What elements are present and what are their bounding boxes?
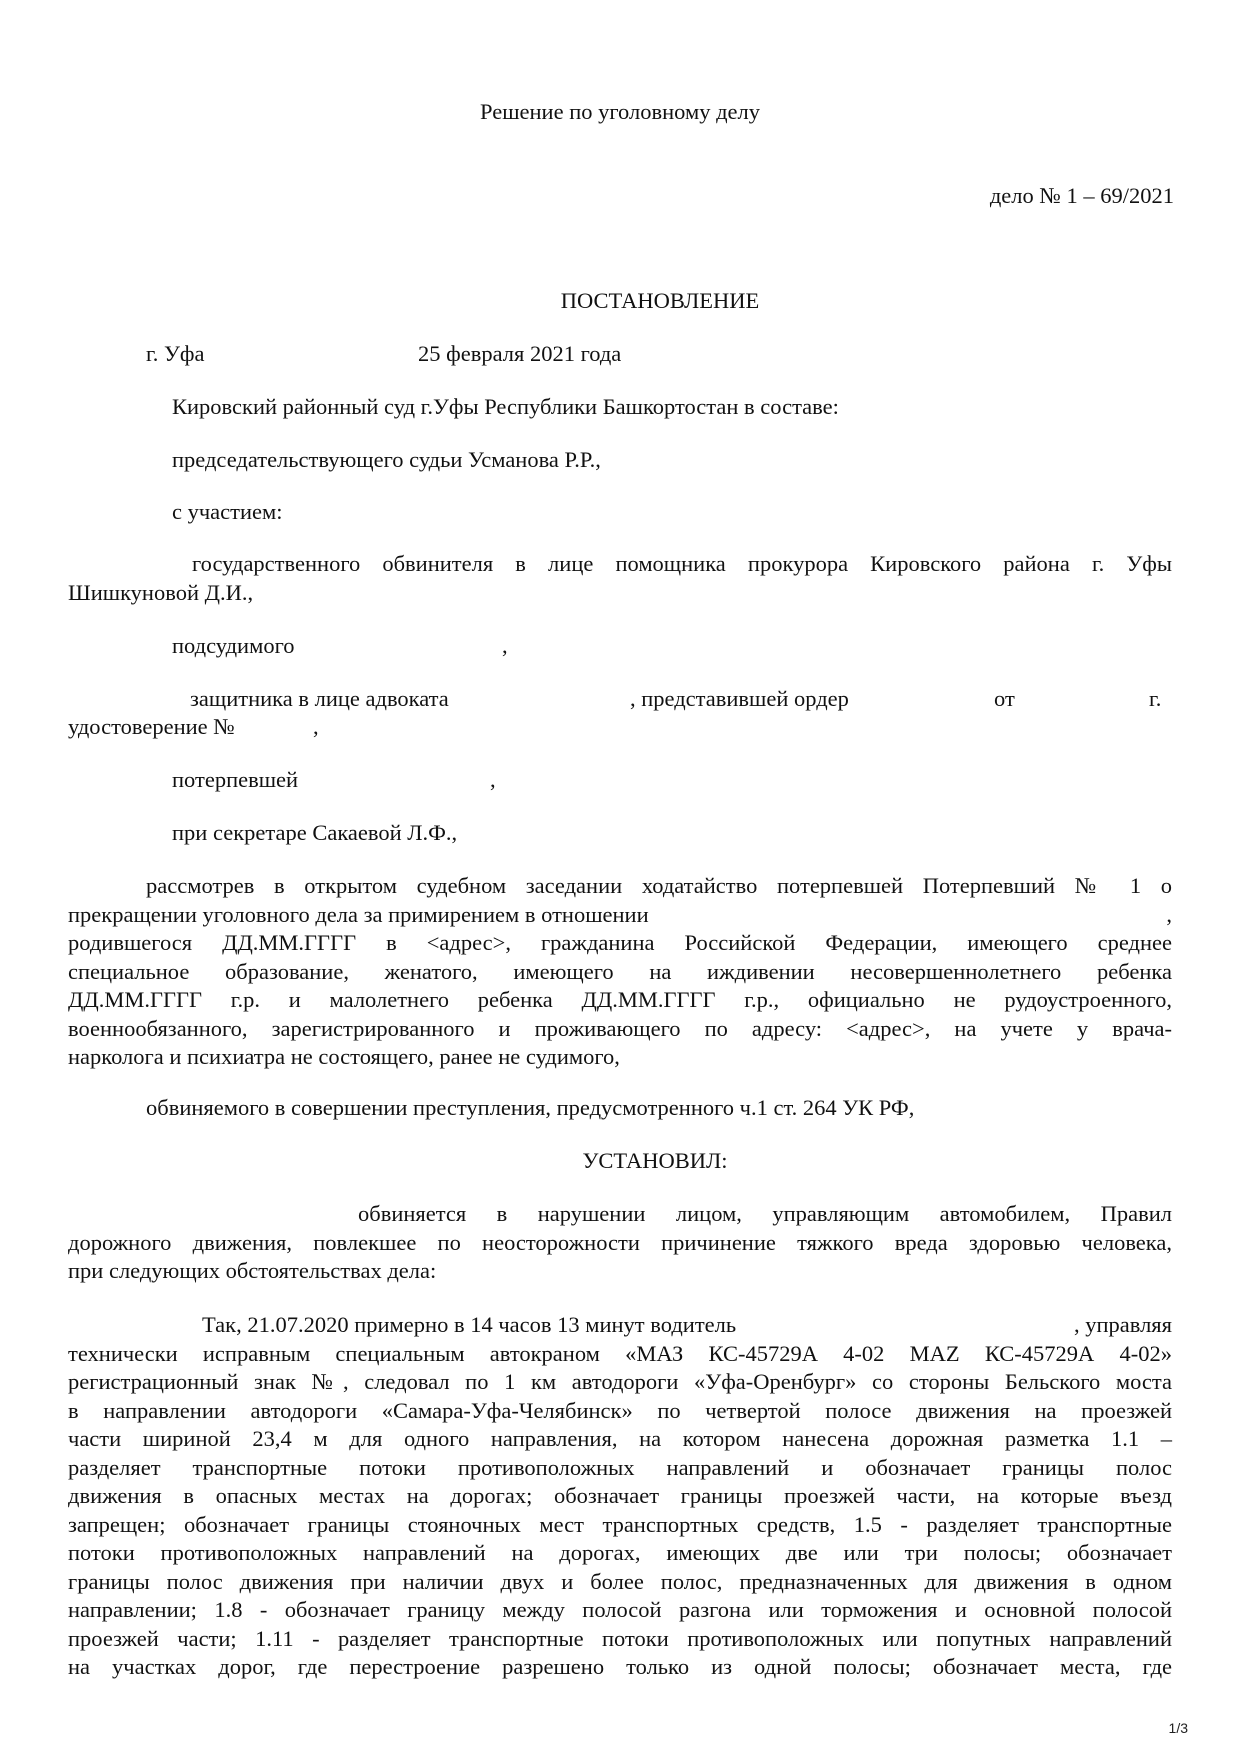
facts-paragraph	[68, 1311, 1172, 1682]
facts-line: движения в опасных местах на дорогах; обозначает границы проезжей части, на которые въезд	[68, 1483, 1172, 1508]
facts-line: регистрационный знак №, следовал по 1 км автодороги «Уфа-Оренбург» со стороны Бельского моста	[68, 1369, 1172, 1394]
facts-line: разделяет транспортные потоки противоположных направлений и обозначает границы полос	[68, 1454, 1172, 1480]
presiding-judge: председательствующего судьи Усманова Р.Р.,	[172, 447, 601, 472]
defendant-label: подсудимого	[172, 633, 295, 658]
considering-line: нарколога и психиатра не состоящего, ранее не судимого,	[68, 1044, 620, 1069]
city: г. Уфа	[146, 341, 205, 366]
court-line: Кировский районный суд г.Уфы Республики Башкортостан в составе:	[172, 394, 839, 419]
prosecutor-line-2: Шишкуновой Д.И.,	[68, 579, 254, 605]
defender-comma: ,	[313, 714, 319, 739]
defender-year: г.	[1149, 686, 1162, 711]
document-heading: ПОСТАНОВЛЕНИЕ	[560, 288, 760, 313]
facts-line: границы полос движения при наличии двух и более полос, предназначенных для движения в одном	[68, 1568, 1172, 1594]
defender-order: , представившей ордер	[630, 686, 849, 711]
victim-comma: ,	[490, 767, 496, 792]
facts-line: части шириной 23,4 м для одного направления, на котором нанесена дорожная разметка 1.1 –	[68, 1426, 1172, 1451]
secretary-line: при секретаре Сакаевой Л.Ф.,	[172, 820, 458, 845]
facts-line: запрещен; обозначает границы стояночных мест транспортных средств, 1.5 - разделяет транспортные	[68, 1511, 1172, 1537]
decision-date: 25 февраля 2021 года	[418, 341, 622, 366]
charge-line: при следующих обстоятельствах дела:	[68, 1258, 437, 1283]
prosecutor-paragraph	[68, 550, 1172, 607]
case-number: дело № 1 – 69/2021	[989, 183, 1174, 208]
defendant-comma: ,	[502, 633, 508, 658]
facts-line: в направлении автодороги «Самара-Уфа-Челябинск» по четвертой полосе движения на проезжей	[68, 1397, 1172, 1423]
victim-label: потерпевшей	[172, 767, 299, 792]
accused-line: обвиняемого в совершении преступления, предусмотренного ч.1 ст. 264 УК РФ,	[146, 1095, 915, 1120]
established-heading: УСТАНОВИЛ:	[582, 1148, 728, 1173]
facts-line: потоки противоположных направлений на дорогах, имеющих две или три полосы; обозначает	[68, 1540, 1172, 1565]
considering-line: ДД.ММ.ГГГГ г.р. и малолетнего ребенка ДД.ММ.ГГГГ г.р., официально не рудоустроенного,	[68, 987, 1172, 1012]
defender-from: от	[994, 686, 1015, 711]
participation-label: с участием:	[172, 499, 283, 524]
prosecutor-line-1: государственного обвинителя в лице помощника прокурора Кировского района г. Уфы	[192, 551, 1172, 576]
charge-line: дорожного движения, повлекшее по неосторожности причинение тяжкого вреда здоровью человека,	[68, 1229, 1172, 1255]
considering-line: военнообязанного, зарегистрированного и проживающего по адресу: <адрес>, на учете у врача-	[68, 1015, 1172, 1041]
facts-line: проезжей части; 1.11 - разделяет транспортные потоки противоположных или попутных направлений	[68, 1625, 1172, 1651]
document-title: Решение по уголовному делу	[480, 99, 760, 124]
considering-line: специальное образование, женатого, имеющего на иждивении несовершеннолетнего ребенка	[68, 958, 1172, 984]
considering-line-text: прекращении уголовного дела за примирением в отношении	[68, 901, 649, 927]
facts-line: на участках дорог, где перестроение разрешено только из одной полосы; обозначает места, где	[68, 1654, 1172, 1679]
defender-label: защитника в лице адвоката	[190, 686, 449, 711]
facts-line-end: , управляя	[1073, 1312, 1172, 1337]
considering-line	[68, 901, 1172, 930]
facts-line-text: Так, 21.07.2020 примерно в 14 часов 13 минут водитель	[202, 1312, 737, 1337]
charge-paragraph	[68, 1200, 1172, 1286]
considering-line: родившегося ДД.ММ.ГГГГ в <адрес>, гражданина Российской Федерации, имеющего среднее	[68, 930, 1172, 955]
facts-line: направлении; 1.8 - обозначает границу между полосой разгона или торможения и основной полосой	[68, 1597, 1172, 1622]
facts-line	[68, 1311, 1172, 1340]
charge-line: обвиняется в нарушении лицом, управляющим автомобилем, Правил	[358, 1201, 1172, 1226]
considering-line-comma: ,	[1166, 901, 1172, 927]
defender-certificate: удостоверение №	[68, 714, 235, 739]
considering-paragraph	[68, 872, 1172, 1072]
considering-line: рассмотрев в открытом судебном заседании ходатайство потерпевшей Потерпевший № 1 о	[146, 873, 1172, 898]
page-number: 1/3	[1168, 1720, 1188, 1736]
facts-line: технически исправным специальным автокраном «МАЗ КС-45729А 4-02 MAZ КС-45729А 4-02»	[68, 1340, 1172, 1366]
